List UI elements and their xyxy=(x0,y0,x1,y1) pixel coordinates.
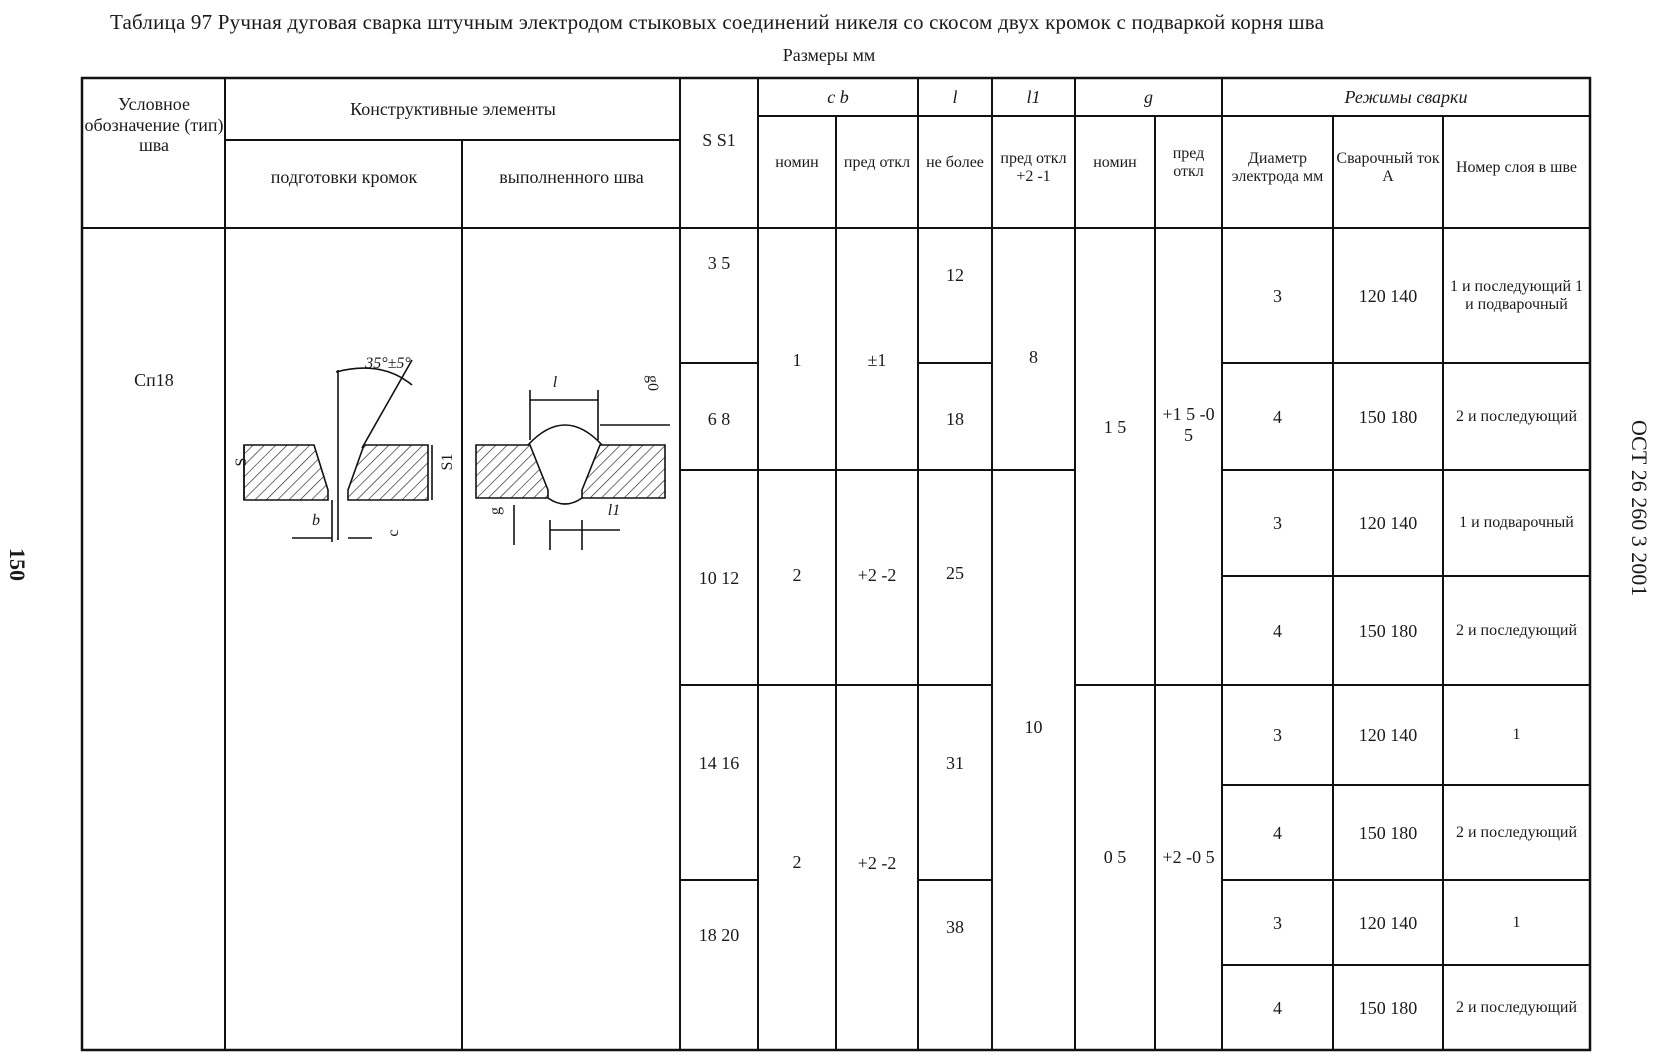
cb-deviation: +2 -2 xyxy=(857,852,897,873)
header-s: S S1 xyxy=(702,129,736,150)
g-deviation: +1 5 -0 5 xyxy=(1162,404,1215,445)
header-prep: подготовки кромок xyxy=(270,166,418,187)
s-range-cell: 6 8 xyxy=(707,408,731,429)
cb-nominal: 2 xyxy=(792,851,802,872)
electrode-diameter: 4 xyxy=(1273,822,1282,843)
l-max-cell: 38 xyxy=(946,916,964,937)
dim-s1-label: S1 xyxy=(438,453,456,471)
s-range-cell: 10 12 xyxy=(698,567,740,588)
g-nominal: 0 5 xyxy=(1103,846,1127,867)
layer-number: 1 и подварочный xyxy=(1459,514,1574,532)
cb-nominal: 2 xyxy=(792,564,802,585)
layer-number: 2 и последующий xyxy=(1455,998,1578,1016)
dim-c-label: c xyxy=(384,529,402,537)
welding-current: 120 140 xyxy=(1358,725,1418,746)
header-l-max: не более xyxy=(926,153,984,171)
l1-cell: 10 xyxy=(1024,716,1043,737)
header-diameter: Диаметр электрода мм xyxy=(1231,149,1324,185)
layer-number: 1 xyxy=(1512,726,1521,744)
s-range-cell: 18 20 xyxy=(698,924,740,945)
electrode-diameter: 3 xyxy=(1273,912,1282,933)
header-layer: Номер слоя в шве xyxy=(1455,158,1578,176)
electrode-diameter: 4 xyxy=(1273,620,1282,641)
welding-current: 150 180 xyxy=(1358,406,1418,427)
dim-l1-label: l1 xyxy=(607,501,621,519)
layer-number: 2 и последующий xyxy=(1455,823,1578,841)
side-standard-code: ОСТ 26 260 3 2001 xyxy=(1627,420,1652,597)
cb-deviation: +2 -2 xyxy=(857,564,897,585)
l-max-cell: 18 xyxy=(946,408,964,429)
header-cb: c b xyxy=(827,87,849,108)
dim-l-label: l xyxy=(552,373,558,391)
s-range-cell: 14 16 xyxy=(698,752,740,773)
electrode-diameter: 3 xyxy=(1273,513,1282,534)
welding-current: 150 180 xyxy=(1358,997,1418,1018)
g-nominal: 1 5 xyxy=(1103,416,1127,437)
header-modes: Режимы сварки xyxy=(1344,87,1468,108)
header-type: Условное обозначение (тип) шва xyxy=(84,93,224,156)
layer-number: 2 и последующий xyxy=(1455,621,1578,639)
header-l1-dev: пред откл +2 -1 xyxy=(1000,149,1067,185)
header-l: l xyxy=(952,87,958,108)
header-l1: l1 xyxy=(1026,87,1041,108)
electrode-diameter: 4 xyxy=(1273,997,1282,1018)
l-max-cell: 25 xyxy=(946,562,964,583)
type-code: Сп18 xyxy=(134,369,174,390)
table-subtitle: Размеры мм xyxy=(782,45,876,65)
dim-b-label: b xyxy=(312,511,320,529)
l-max-cell: 12 xyxy=(946,264,964,285)
cb-nominal: 1 xyxy=(792,349,802,370)
angle-label: 35°±5° xyxy=(365,354,411,372)
layer-number: 2 и последующий xyxy=(1455,407,1578,425)
l-max-cell: 31 xyxy=(946,752,964,773)
dim-g0-label: g0 xyxy=(644,375,662,391)
welding-current: 120 140 xyxy=(1358,912,1418,933)
s-range-cell: 3 5 xyxy=(707,252,731,273)
welding-current: 120 140 xyxy=(1358,285,1418,306)
welding-current: 150 180 xyxy=(1358,620,1418,641)
cb-deviation: ±1 xyxy=(867,349,887,370)
dim-g-label: g xyxy=(486,507,504,515)
welding-current: 150 180 xyxy=(1358,822,1418,843)
dim-s-label: S xyxy=(232,457,250,467)
electrode-diameter: 3 xyxy=(1273,725,1282,746)
header-cb-dev: пред откл xyxy=(843,153,911,171)
header-cb-nom: номин xyxy=(775,153,819,171)
header-g: g xyxy=(1144,87,1153,108)
layer-number: 1 и последующий 1 и подварочный xyxy=(1449,277,1584,313)
header-constructive: Конструктивные элементы xyxy=(350,98,556,119)
layer-number: 1 xyxy=(1512,913,1521,931)
electrode-diameter: 3 xyxy=(1273,285,1282,306)
header-done: выполненного шва xyxy=(499,166,644,187)
finished-weld-drawing xyxy=(470,380,675,550)
header-current: Сварочный ток А xyxy=(1336,149,1440,185)
table-title: Таблица 97 Ручная дуговая сварка штучным электродом стыковых соединений никеля со скосом двух кромок с подваркой корня шва xyxy=(110,10,1325,34)
welding-current: 120 140 xyxy=(1358,513,1418,534)
page-number: 150 xyxy=(5,548,30,581)
electrode-diameter: 4 xyxy=(1273,406,1282,427)
header-g-nom: номин xyxy=(1093,153,1137,171)
header-g-dev: пред откл xyxy=(1172,144,1205,180)
g-deviation: +2 -0 5 xyxy=(1162,846,1215,867)
l1-cell: 8 xyxy=(1029,346,1038,367)
